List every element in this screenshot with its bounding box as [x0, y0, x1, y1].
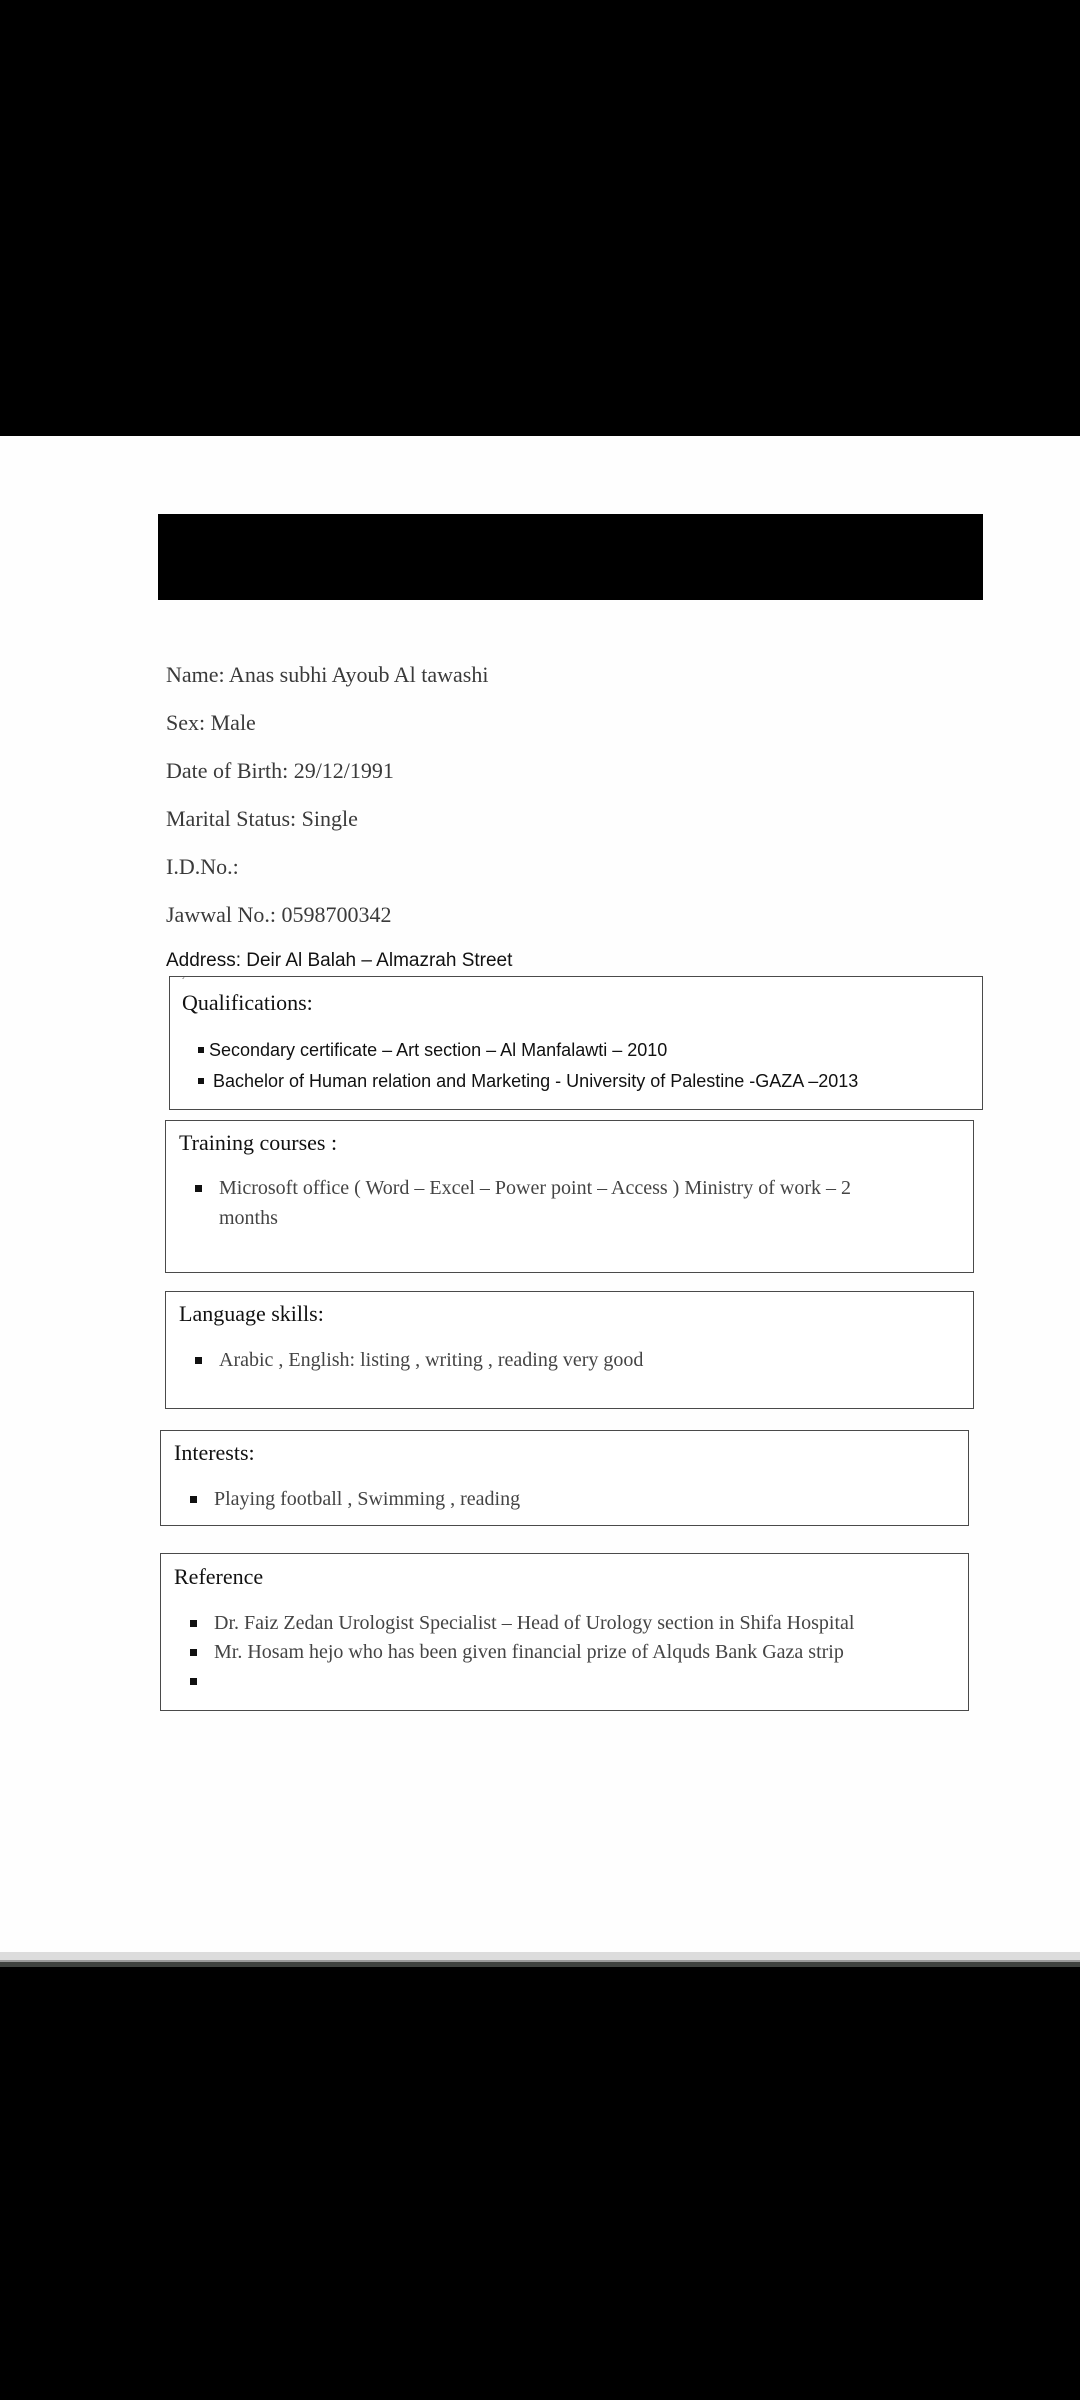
marital-status-field: Marital Status: Single	[166, 806, 358, 831]
date-of-birth-field: Date of Birth: 29/12/1991	[166, 758, 394, 783]
name-field: Name: Anas subhi Ayoub Al tawashi	[166, 662, 489, 687]
language-skill-item: Arabic , English: listing , writing , reading very good	[219, 1349, 644, 1371]
bullet-icon	[190, 1620, 197, 1627]
bullet-icon	[198, 1078, 204, 1084]
redacted-header-block	[158, 514, 983, 600]
id-number-field: I.D.No.:	[166, 854, 239, 879]
training-course-item: Microsoft office ( Word – Excel – Power point – Access ) Ministry of work – 2	[219, 1177, 851, 1199]
bullet-icon	[195, 1185, 202, 1192]
qualification-item: Secondary certificate – Art section – Al Manfalawti – 2010	[209, 1040, 668, 1060]
jawwal-number-field: Jawwal No.: 0598700342	[166, 902, 392, 927]
address-field: Address: Deir Al Balah – Almazrah Street	[166, 950, 513, 971]
training-course-item-continuation: months	[219, 1207, 278, 1229]
interests-box	[160, 1430, 969, 1526]
interests-title: Interests:	[174, 1440, 255, 1465]
reference-item: Mr. Hosam hejo who has been given financial prize of Alquds Bank Gaza strip	[214, 1641, 844, 1663]
bullet-icon	[190, 1678, 197, 1685]
stray-mark: ´	[182, 977, 186, 988]
bullet-icon	[190, 1649, 197, 1656]
reference-title: Reference	[174, 1564, 264, 1589]
bullet-icon	[190, 1496, 197, 1503]
page-bottom-edge	[0, 1952, 1080, 1960]
sex-field: Sex: Male	[166, 710, 256, 735]
training-courses-title: Training courses :	[179, 1130, 338, 1155]
reference-item: Dr. Faiz Zedan Urologist Specialist – Head of Urology section in Shifa Hospital	[214, 1612, 855, 1634]
page-bottom-shadow	[0, 1962, 1080, 1967]
bullet-icon	[195, 1357, 202, 1364]
qualifications-title: Qualifications:	[182, 990, 313, 1015]
qualification-item: Bachelor of Human relation and Marketing - University of Palestine -GAZA –2013	[213, 1071, 859, 1091]
interest-item: Playing football , Swimming , reading	[214, 1488, 521, 1510]
language-skills-title: Language skills:	[179, 1301, 324, 1326]
bullet-icon	[198, 1047, 204, 1053]
